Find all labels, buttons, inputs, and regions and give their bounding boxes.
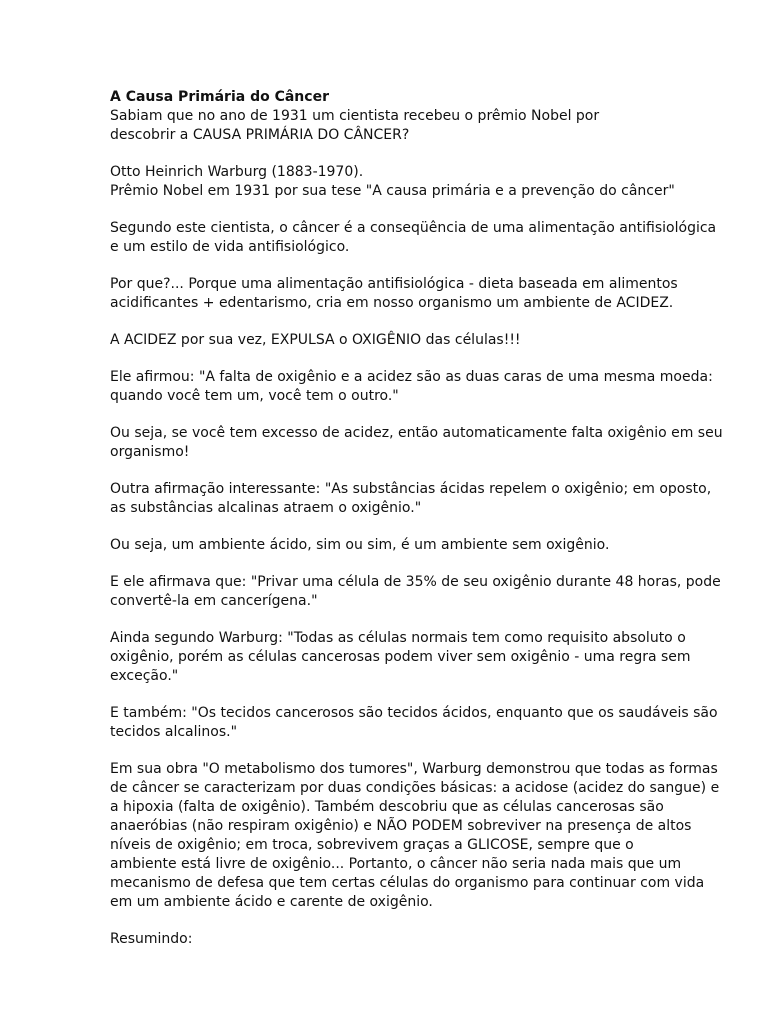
document-page <box>110 88 730 967</box>
text-line: organismo! <box>110 444 190 460</box>
text-line: e um estilo de vida antifisiológico. <box>110 239 350 255</box>
paragraph-12 <box>110 704 730 742</box>
text-line: de câncer se caracterizam por duas condições básicas: a acidose (acidez do sangue) e <box>110 780 720 796</box>
text-line: descobrir a CAUSA PRIMÁRIA DO CÂNCER? <box>110 127 410 143</box>
paragraph-6 <box>110 368 730 406</box>
paragraph-3 <box>110 219 730 257</box>
text-line: Ou seja, um ambiente ácido, sim ou sim, é um ambiente sem oxigênio. <box>110 537 610 553</box>
paragraph-1 <box>110 107 730 145</box>
paragraph-11 <box>110 629 730 686</box>
text-line: oxigênio, porém as células cancerosas podem viver sem oxigênio - uma regra sem <box>110 649 691 665</box>
paragraph-4 <box>110 275 730 313</box>
text-line: Outra afirmação interessante: "As substâncias ácidas repelem o oxigênio; em oposto, <box>110 481 712 497</box>
text-line: Resumindo: <box>110 931 193 947</box>
text-line: Ele afirmou: "A falta de oxigênio e a acidez são as duas caras de uma mesma moeda: <box>110 369 713 385</box>
text-line: E também: "Os tecidos cancerosos são tecidos ácidos, enquanto que os saudáveis são <box>110 705 718 721</box>
text-line: quando você tem um, você tem o outro." <box>110 388 399 404</box>
paragraph-7 <box>110 424 730 462</box>
text-line: em um ambiente ácido e carente de oxigênio. <box>110 894 433 910</box>
text-line: anaeróbias (não respiram oxigênio) e NÃO PODEM sobreviver na presença de altos <box>110 818 692 834</box>
paragraph-14 <box>110 930 730 949</box>
paragraph-8 <box>110 480 730 518</box>
text-line: Sabiam que no ano de 1931 um cientista recebeu o prêmio Nobel por <box>110 108 600 124</box>
text-line: acidificantes + edentarismo, cria em nosso organismo um ambiente de ACIDEZ. <box>110 295 674 311</box>
text-line: E ele afirmava que: "Privar uma célula de 35% de seu oxigênio durante 48 horas, pode <box>110 574 721 590</box>
text-line: exceção." <box>110 668 179 684</box>
text-line: Prêmio Nobel em 1931 por sua tese "A causa primária e a prevenção do câncer" <box>110 183 675 199</box>
text-line: ambiente está livre de oxigênio... Portanto, o câncer não seria nada mais que um <box>110 856 682 872</box>
paragraph-9 <box>110 536 730 555</box>
text-line: tecidos alcalinos." <box>110 724 238 740</box>
text-line: Ou seja, se você tem excesso de acidez, então automaticamente falta oxigênio em seu <box>110 425 723 441</box>
text-line: Segundo este cientista, o câncer é a conseqüência de uma alimentação antifisiológica <box>110 220 717 236</box>
document-title: A Causa Primária do Câncer <box>110 89 329 105</box>
text-line: convertê-la em cancerígena." <box>110 593 318 609</box>
paragraph-2 <box>110 163 730 201</box>
paragraph-10 <box>110 573 730 611</box>
text-line: níveis de oxigênio; em troca, sobrevivem graças a GLICOSE, sempre que o <box>110 837 634 853</box>
text-line: as substâncias alcalinas atraem o oxigênio." <box>110 500 422 516</box>
text-line: A ACIDEZ por sua vez, EXPULSA o OXIGÊNIO das células!!! <box>110 332 521 348</box>
paragraph-5 <box>110 331 730 350</box>
text-line: mecanismo de defesa que tem certas células do organismo para continuar com vida <box>110 875 705 891</box>
text-line: Por que?... Porque uma alimentação antifisiológica - dieta baseada em alimentos <box>110 276 678 292</box>
text-line: a hipoxia (falta de oxigênio). Também descobriu que as células cancerosas são <box>110 799 664 815</box>
paragraph-13 <box>110 760 730 912</box>
text-line: Ainda segundo Warburg: "Todas as células normais tem como requisito absoluto o <box>110 630 686 646</box>
text-line: Otto Heinrich Warburg (1883-1970). <box>110 164 364 180</box>
text-line: Em sua obra "O metabolismo dos tumores", Warburg demonstrou que todas as formas <box>110 761 718 777</box>
